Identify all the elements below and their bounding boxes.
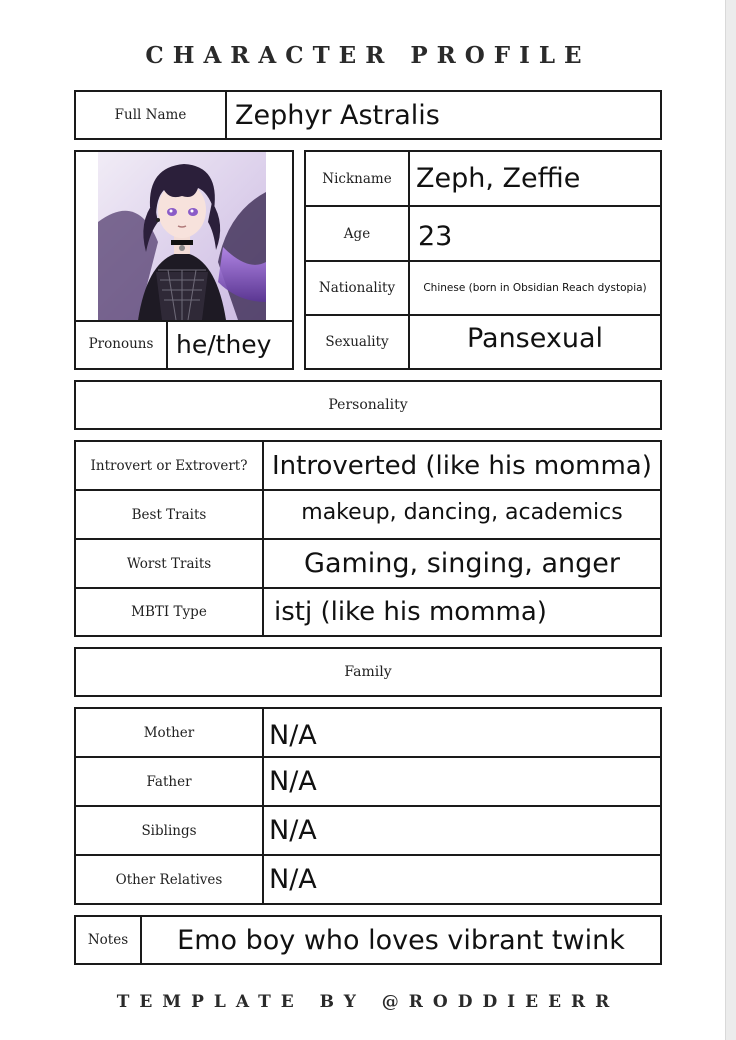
siblings-label: Siblings	[76, 807, 264, 854]
family-row	[76, 856, 660, 903]
full-name-label: Full Name	[76, 92, 227, 138]
best-traits-label: Best Traits	[76, 491, 264, 538]
info-row-sexuality	[306, 316, 660, 368]
full-name-value[interactable]: Zephyr Astralis	[235, 99, 440, 131]
introvert-extrovert-value[interactable]: Introverted (like his momma)	[272, 450, 652, 481]
basic-info-table	[304, 150, 662, 370]
notes-field	[74, 915, 662, 965]
age-value[interactable]: 23	[418, 221, 453, 252]
notes-label: Notes	[76, 917, 142, 963]
nationality-value[interactable]: Chinese (born in Obsidian Reach dystopia)	[423, 282, 647, 294]
template-credit: TEMPLATE BY @RODDIEERR	[116, 992, 620, 1012]
full-name-field	[74, 90, 662, 140]
father-value[interactable]: N/A	[269, 766, 317, 797]
age-label: Age	[306, 207, 410, 260]
family-row	[76, 709, 660, 758]
pronouns-label: Pronouns	[76, 320, 168, 368]
character-portrait-image	[98, 152, 266, 320]
personality-header: Personality	[74, 380, 662, 430]
page-edge-strip	[725, 0, 736, 1040]
portrait-box	[74, 150, 294, 370]
page-title: CHARACTER PROFILE	[145, 42, 591, 69]
other-relatives-label: Other Relatives	[76, 856, 264, 903]
info-row-age	[306, 207, 660, 262]
other-relatives-value[interactable]: N/A	[269, 864, 317, 895]
family-table	[74, 707, 662, 905]
family-header: Family	[74, 647, 662, 697]
pronouns-value[interactable]: he/they	[176, 329, 272, 359]
mbti-type-label: MBTI Type	[76, 589, 264, 635]
mother-value[interactable]: N/A	[269, 720, 317, 751]
nickname-value[interactable]: Zeph, Zeffie	[416, 163, 581, 194]
nickname-label: Nickname	[306, 152, 410, 205]
personality-row	[76, 491, 660, 540]
sexuality-label: Sexuality	[306, 316, 410, 368]
personality-row	[76, 589, 660, 635]
mbti-type-value[interactable]: istj (like his momma)	[274, 597, 547, 627]
notes-value[interactable]: Emo boy who loves vibrant twink	[177, 924, 625, 956]
info-row-nationality	[306, 262, 660, 316]
worst-traits-value[interactable]: Gaming, singing, anger	[304, 548, 620, 579]
info-row-nickname	[306, 152, 660, 207]
siblings-value[interactable]: N/A	[269, 815, 317, 846]
nationality-label: Nationality	[306, 262, 410, 314]
introvert-extrovert-label: Introvert or Extrovert?	[76, 442, 264, 489]
father-label: Father	[76, 758, 264, 805]
best-traits-value[interactable]: makeup, dancing, academics	[301, 500, 623, 525]
personality-row	[76, 442, 660, 491]
mother-label: Mother	[76, 709, 264, 756]
personality-row	[76, 540, 660, 589]
sexuality-value[interactable]: Pansexual	[466, 322, 604, 354]
family-row	[76, 758, 660, 807]
family-row	[76, 807, 660, 856]
worst-traits-label: Worst Traits	[76, 540, 264, 587]
personality-table	[74, 440, 662, 637]
